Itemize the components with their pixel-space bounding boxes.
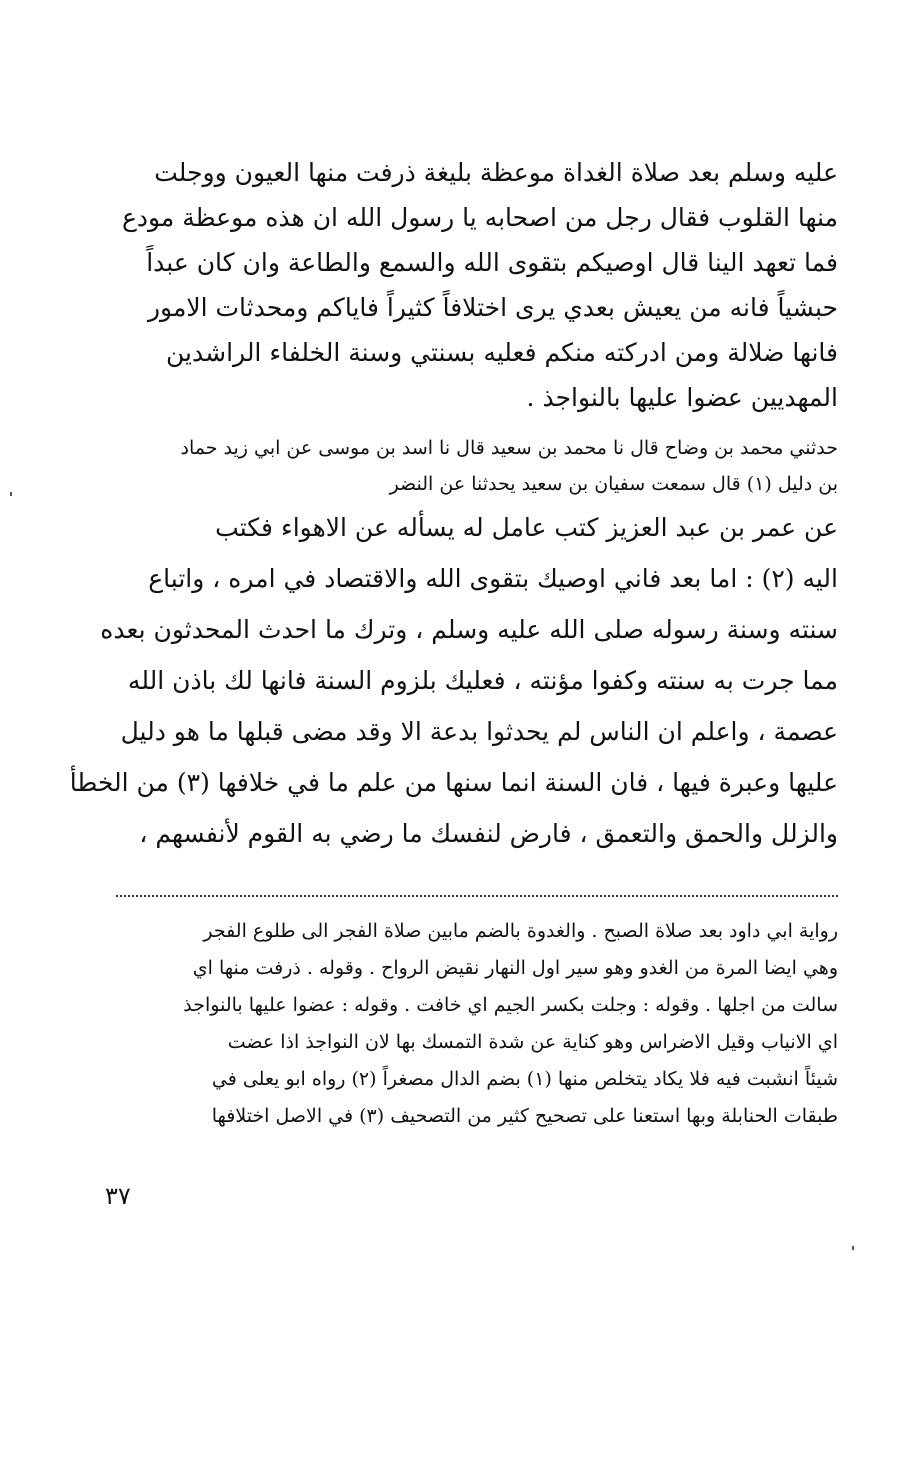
- main-line: المهديين عضوا عليها بالنواجذ .: [526, 383, 838, 412]
- main-line: حبشياً فانه من يعيش بعدي يرى اختلافاً كثيراً فاياكم ومحدثات الامور: [147, 293, 838, 322]
- footnote-line: شيئاً انشبت فيه فلا يكاد يتخلص منها (١) بضم الدال مصغراً (٢) رواه ابو يعلى في: [211, 1068, 838, 1090]
- main-line: عليه وسلم بعد صلاة الغداة موعظة بليغة ذرفت منها العيون ووجلت: [154, 158, 838, 187]
- body-line: سنته وسنة رسوله صلى الله عليه وسلم ، وترك ما احدث المحدثون بعده: [100, 615, 838, 644]
- body-line: مما جرت به سنته وكفوا مؤنته ، فعليك بلزوم السنة فانها لك باذن الله: [127, 666, 838, 695]
- body-line: والزلل والحمق والتعمق ، فارض لنفسك ما رضي به القوم لأنفسهم ،: [139, 819, 838, 848]
- footnote-line: طبقات الحنابلة وبها استعنا على تصحيح كثير من التصحيف (٣) في الاصل اختلافها: [211, 1105, 838, 1127]
- scan-speck: [852, 1246, 854, 1250]
- body-line: عصمة ، واعلم ان الناس لم يحدثوا بدعة الا وقد مضى قبلها ما هو دليل: [120, 717, 838, 746]
- main-line: فانها ضلالة ومن ادركته منكم فعليه بسنتي وسنة الخلفاء الراشدين: [166, 338, 838, 367]
- footnote-divider: [116, 895, 838, 897]
- body-line: اليه (٢) : اما بعد فاني اوصيك بتقوى الله والاقتصاد في امره ، واتباع: [148, 564, 838, 593]
- body-line: عليها وعبرة فيها ، فان السنة انما سنها من علم ما في خلافها (٣) من الخطأ: [69, 768, 838, 797]
- main-text-block: [69, 150, 838, 859]
- footnote-line: وهي ايضا المرة من الغدو وهو سير اول النهار نقيض الرواح . وقوله . ذرفت منها اي: [192, 957, 838, 979]
- body-line: عن عمر بن عبد العزيز كتب عامل له يسأله عن الاهواء فكتب: [215, 513, 838, 542]
- isnad-line: بن دليل (١) قال سمعت سفيان بن سعيد يحدثنا عن النضر: [389, 473, 838, 495]
- footnotes-block: [112, 913, 838, 1135]
- isnad-line: حدثني محمد بن وضاح قال نا محمد بن سعيد قال نا اسد بن موسى عن ابي زيد حماد: [180, 437, 838, 459]
- page-number: ٣٧: [105, 1182, 131, 1210]
- scan-speck: [10, 492, 12, 496]
- footnote-line: اي الانياب وقيل الاضراس وهو كناية عن شدة التمسك بها لان النواجذ اذا عضت: [227, 1031, 838, 1053]
- main-line: منها القلوب فقال رجل من اصحابه يا رسول الله ان هذه موعظة مودع: [121, 203, 838, 232]
- main-line: فما تعهد الينا قال اوصيكم بتقوى الله والسمع والطاعة وان كان عبداً: [146, 248, 838, 277]
- spacer: [112, 420, 838, 430]
- footnote-line: سالت من اجلها . وقوله : وجلت بكسر الجيم اي خافت . وقوله : عضوا عليها بالنواجذ: [183, 994, 838, 1016]
- footnote-line: رواية ابي داود بعد صلاة الصبح . والغدوة بالضم مابين صلاة الفجر الى طلوع الفجر: [203, 920, 838, 942]
